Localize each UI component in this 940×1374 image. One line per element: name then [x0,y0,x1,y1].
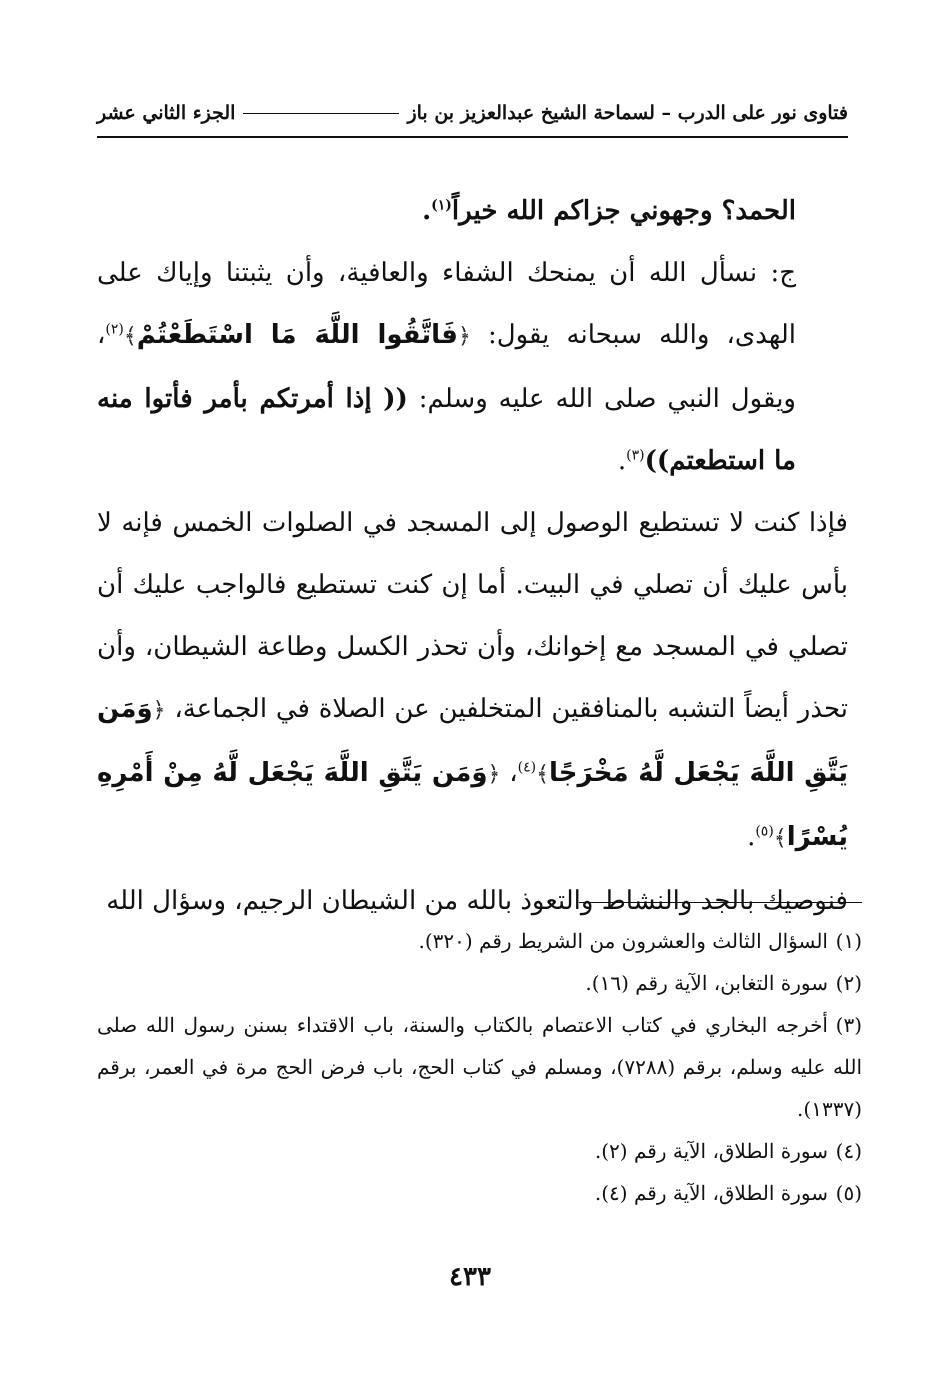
question-ending: الحمد؟ وجهوني جزاكم الله خيراً$^{(١)}$. [422,196,796,226]
footnote-separator [579,902,862,903]
volume-part: الجزء الثاني عشر [97,102,236,124]
quran-verse-3: وَمَن يَتَّقِ اللَّهَ يَجْعَل لَّهُ مِنْ أَمْرِهِ يُسْرًا [97,758,848,852]
main-text [97,180,848,932]
footnotes [97,920,862,1214]
answer-text-2: ، ويقول النبي صلى الله عليه وسلم: [97,320,796,414]
page-number: ٤٣٣ [449,1262,491,1292]
footnote-ref-4: (٤) [517,759,537,776]
footnote-3: (٣)أخرجه البخاري في كتاب الاعتصام بالكتاب والسنة، باب الاقتداء بسنن رسول الله صلى الله عليه وسلم، برقم (٧٢٨٨)، ومسلم في كتاب الحج، باب فرض الحج مرة في العمر، برقم (١٣٣٧). [97,1013,863,1121]
book-title: فتاوى نور على الدرب – لسماحة الشيخ عبدالعزيز بن باز [407,102,848,124]
answer-text-4: فنوصيك بالجد والنشاط والتعوذ بالله من الشيطان الرجيم، وسؤال الله [106,886,848,916]
footnote-ref-5: (٥) [755,823,774,840]
header-rule [97,136,848,138]
running-header [97,96,848,130]
quran-verse-2: وَمَن يَتَّقِ اللَّهَ يَجْعَل لَّهُ مَخْرَجًا [97,694,849,788]
footnote-1: (١)السؤال الثالث والعشرون من الشريط رقم (٣٢٠). [418,929,862,953]
ornate-bracket-close: ﴾ [123,324,137,349]
ornate-bracket-close: ﴾ [536,762,550,787]
answer-text-3: فإذا كنت لا تستطيع الوصول إلى المسجد في الصلوات الخمس فإنه لا بأس عليك أن تصلي في البيت. أما إن كنت تستطيع فالواجب عليك أن تصلي في المسجد مع إخوانك، وأن تحذر الكسل وطاعة الشيطان، وأن تحذر أيضاً التشبه بالمنافقين المتخلفين عن الصلاة في الجماعة، [97,508,849,724]
ornate-bracket-open: ﴿ [457,324,471,349]
footnote-ref-1: (١) [431,197,452,214]
footnote-2: (٢)سورة التغابن، الآية رقم (١٦). [585,971,862,995]
answer-text-1: ج: نسأل الله أن يمنحك الشفاء والعافية، وأن يثبتنا وإياك على الهدى، والله سبحانه يقول: [97,258,796,350]
hadith-quote: (( إذا أمرتكم بأمر فأتوا منه ما استطعتم)) [97,384,796,476]
footnote-ref-2: (٢) [105,321,124,338]
header-dash-line [243,113,399,114]
quran-verse-1: فَاتَّقُوا اللَّهَ مَا اسْتَطَعْتُمْ [136,320,458,350]
advice-paragraph: فإذا كنت لا تستطيع الوصول إلى المسجد في الصلوات الخمس فإنه لا بأس عليك أن تصلي في البيت. أما إن كنت تستطيع فالواجب عليك أن تصلي في المسجد مع إخوانك، وأن تحذر الكسل وطاعة الشيطان، وأن تحذر أيضاً التشبه بالمنافقين المتخلفين عن الصلاة في الجماعة، ﴿وَمَن يَتَّقِ اللَّهَ يَجْعَل لَّهُ مَخْرَجًا﴾$^{(٤)}$، ﴿وَمَن يَتَّقِ اللَّهَ يَجْعَل لَّهُ مِنْ أَمْرِهِ يُسْرًا﴾$^{(٥)}$. [97,508,849,852]
footnote-4: (٤)سورة الطلاق، الآية رقم (٢). [594,1139,862,1163]
ornate-bracket-open: ﴿ [152,698,166,723]
footnote-5: (٥)سورة الطلاق، الآية رقم (٤). [594,1181,862,1205]
ornate-bracket-close: ﴾ [773,826,787,851]
footnote-ref-3: (٣) [626,447,645,464]
ornate-bracket-open: ﴿ [487,762,501,787]
answer-paragraph: ج: نسأل الله أن يمنحك الشفاء والعافية، وأن يثبتنا وإياك على الهدى، والله سبحانه يقول: ﴿فَاتَّقُوا اللَّهَ مَا اسْتَطَعْتُمْ﴾$^{(٢)}$، ويقول النبي صلى الله عليه وسلم: (( إذا أمرتكم بأمر فأتوا منه ما استطعتم))$^{(٣)}$. [97,258,796,476]
